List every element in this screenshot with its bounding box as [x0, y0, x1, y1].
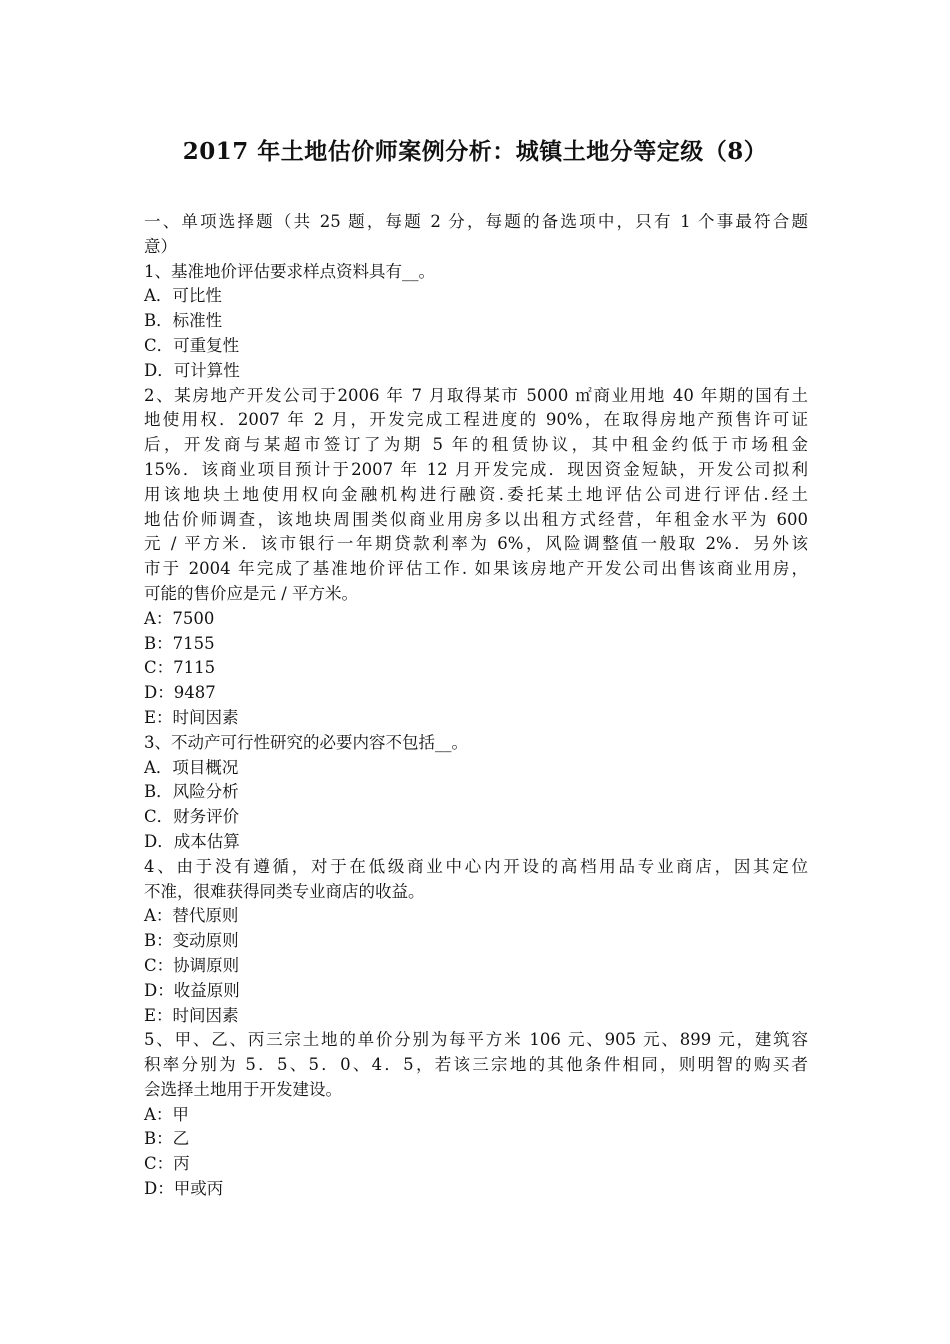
question-stem: 3、不动产可行性研究的必要内容不包括__。	[144, 732, 468, 752]
question-stem: 1、基准地价评估要求样点资料具有__。	[144, 261, 435, 281]
question-stem: 4、由于没有遵循，对于在低级商业中心内开设的高档用品专业商店，因其定位	[144, 856, 808, 876]
question-stem: 地估价师调查，该地块周围类似商业用房多以出租方式经营，年租金水平为 600	[144, 509, 808, 529]
document-body	[144, 210, 808, 1202]
answer-option: C．可重复性	[144, 335, 240, 355]
answer-option: C：丙	[144, 1154, 190, 1174]
answer-option: C：7115	[144, 658, 216, 678]
answer-option: B．风险分析	[144, 782, 239, 802]
answer-option: D：甲或丙	[144, 1179, 224, 1199]
answer-option: E：时间因素	[144, 1005, 239, 1025]
answer-option: D．成本估算	[144, 831, 240, 851]
question-1	[144, 260, 808, 384]
question-stem: 后，开发商与某超市签订了为期 5 年的租赁协议，其中租金约低于市场租金	[144, 435, 808, 455]
question-stem: 市于 2004 年完成了基准地价评估工作. 如果该房地产开发公司出售该商业用房，	[144, 559, 808, 579]
document-title: 2017 年土地估价师案例分析：城镇土地分等定级（8）	[182, 138, 768, 165]
answer-option: A．可比性	[144, 286, 222, 306]
question-5	[144, 1028, 808, 1202]
question-stem: 用该地块土地使用权向金融机构进行融资.委托某土地评估公司进行评估.经土	[144, 484, 808, 504]
answer-option: B：变动原则	[144, 931, 239, 951]
question-stem: 可能的售价应是元 / 平方米。	[144, 583, 359, 603]
answer-option: A：甲	[144, 1104, 189, 1124]
answer-option: D：收益原则	[144, 980, 240, 1000]
question-stem: 不准，很难获得同类专业商店的收益。	[144, 881, 425, 901]
answer-option: B．标准性	[144, 311, 223, 331]
question-stem: 15%．该商业项目预计于2007 年 12 月开发完成．现因资金短缺，开发公司拟利	[144, 459, 808, 479]
question-4	[144, 855, 808, 1029]
answer-option: A：替代原则	[144, 906, 239, 926]
question-stem: 积率分别为 5．5、5．0、4．5，若该三宗地的其他条件相同，则明智的购买者	[144, 1055, 808, 1075]
answer-option: C．财务评价	[144, 807, 240, 827]
question-stem: 地使用权．2007 年 2 月，开发完成工程进度的 90%，在取得房地产预售许可证	[144, 410, 808, 430]
question-stem: 2、某房地产开发公司于2006 年 7 月取得某市 5000 ㎡商业用地 40 年期的国有土	[144, 385, 808, 405]
section-header-line: 一、单项选择题（共 25 题，每题 2 分，每题的备选项中，只有 1 个事最符合题	[144, 212, 808, 231]
answer-option: D．可计算性	[144, 360, 240, 380]
answer-option: E：时间因素	[144, 707, 239, 727]
answer-option: C：协调原则	[144, 955, 240, 975]
answer-option: B：7155	[144, 633, 215, 653]
answer-option: B：乙	[144, 1129, 190, 1149]
question-stem: 会选择土地用于开发建设。	[144, 1079, 342, 1099]
question-stem: 元 / 平方米．该市银行一年期贷款利率为 6%，风险调整值一般取 2%．另外该	[144, 534, 808, 554]
question-3	[144, 731, 808, 855]
question-2	[144, 384, 808, 731]
answer-option: D：9487	[144, 683, 216, 703]
answer-option: A：7500	[144, 608, 215, 628]
section-header-line: 意）	[144, 236, 177, 256]
answer-option: A．项目概况	[144, 757, 239, 777]
question-stem: 5、甲、乙、丙三宗土地的单价分别为每平方米 106 元、905 元、899 元，建筑容	[144, 1030, 808, 1050]
